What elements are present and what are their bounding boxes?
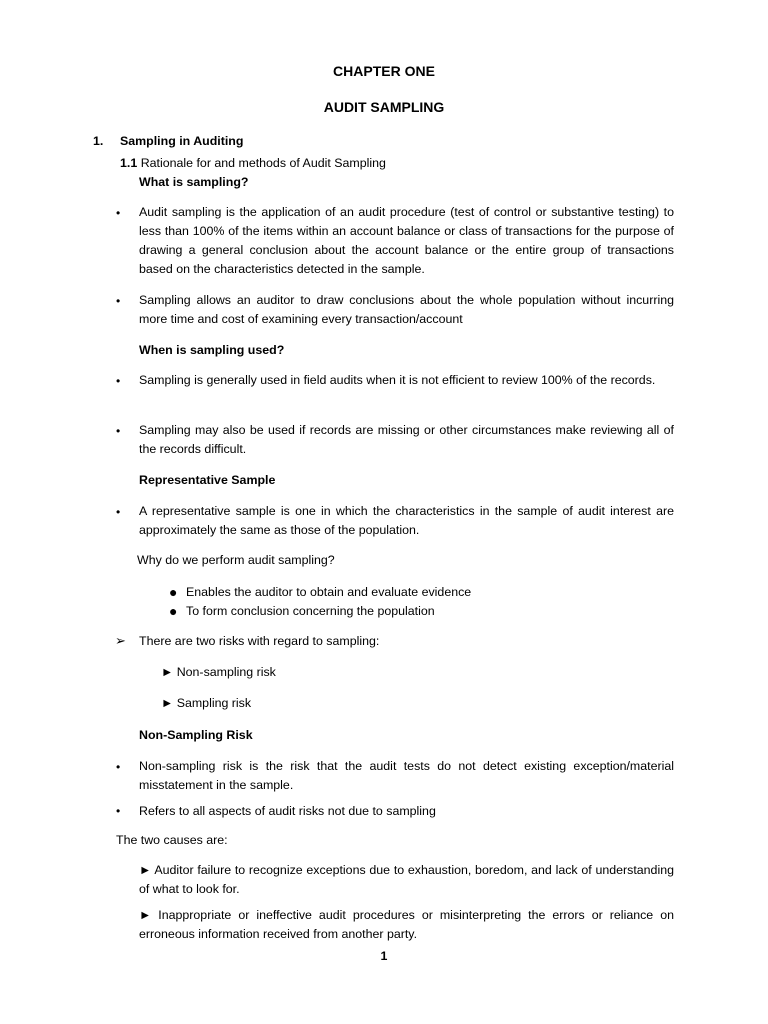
bullet-dot: • xyxy=(116,374,121,388)
bullet-non-sampling-definition: Non-sampling risk is the risk that the audit tests do not detect existing exception/material misstatement in the sample. xyxy=(139,759,674,792)
what-is-sampling-heading: What is sampling? xyxy=(139,175,249,189)
when-used-heading: When is sampling used? xyxy=(139,343,285,357)
bullet-audit-risks: Refers to all aspects of audit risks not due to sampling xyxy=(139,804,436,818)
arrow-bullet-icon: ➢ xyxy=(115,633,126,648)
bullet-dot: • xyxy=(116,294,121,308)
bullet-dot: • xyxy=(116,505,121,519)
why-item-conclusion: To form conclusion concerning the population xyxy=(186,604,435,618)
bullet-dot: • xyxy=(116,760,121,774)
subsection xyxy=(120,155,386,171)
risks-intro: There are two risks with regard to sampling: xyxy=(139,634,380,648)
cause-item-inappropriate-procedures: ► Inappropriate or ineffective audit procedures or misinterpreting the errors or reliance on erroneous information received from another party. xyxy=(139,908,674,941)
section-heading: Sampling in Auditing xyxy=(120,134,244,148)
bullet-audit-sampling-definition: Audit sampling is the application of an audit procedure (test of control or substantive testing) to less than 100% of the items within an account balance or class of transactions for the purpose of drawing a general conclusion about the account balance or the entire group of transactions based on the characteristics detected in the sample. xyxy=(139,205,674,276)
section-number: 1. xyxy=(93,134,104,148)
representative-heading: Representative Sample xyxy=(139,473,276,487)
cause-item-auditor-failure: ► Auditor failure to recognize exceptions due to exhaustion, boredom, and lack of understanding of what to look for. xyxy=(139,863,674,896)
bullet-dot: • xyxy=(116,206,121,220)
bullet-missing-records: Sampling may also be used if records are missing or other circumstances make reviewing all of the records difficult. xyxy=(139,423,674,456)
bullet-representative-sample: A representative sample is one in which the characteristics in the sample of audit interest are approximately the same as those of the population. xyxy=(139,504,674,537)
why-item-evidence: Enables the auditor to obtain and evaluate evidence xyxy=(186,585,472,599)
causes-intro: The two causes are: xyxy=(116,833,228,847)
page-title: AUDIT SAMPLING xyxy=(323,99,445,115)
bullet-dot: • xyxy=(116,804,121,818)
page-number: 1 xyxy=(380,949,388,963)
risk-item-non-sampling: ► Non-sampling risk xyxy=(161,665,276,679)
subsection-number: 1.1 xyxy=(120,156,138,170)
chapter-label: CHAPTER ONE xyxy=(333,63,435,79)
risk-item-sampling: ► Sampling risk xyxy=(161,696,252,710)
subsection-text: Rationale for and methods of Audit Sampling xyxy=(140,156,386,170)
why-heading: Why do we perform audit sampling? xyxy=(137,553,335,567)
bullet-field-audits: Sampling is generally used in field audits when it is not efficient to review 100% of the records. xyxy=(139,373,656,387)
non-sampling-heading: Non-Sampling Risk xyxy=(139,728,253,742)
bullet-dot: ● xyxy=(169,603,178,619)
bullet-dot: • xyxy=(116,424,121,438)
bullet-sampling-conclusions: Sampling allows an auditor to draw conclusions about the whole population without incurring more time and cost of examining every transaction/account xyxy=(139,293,674,326)
bullet-dot: ● xyxy=(169,584,178,600)
